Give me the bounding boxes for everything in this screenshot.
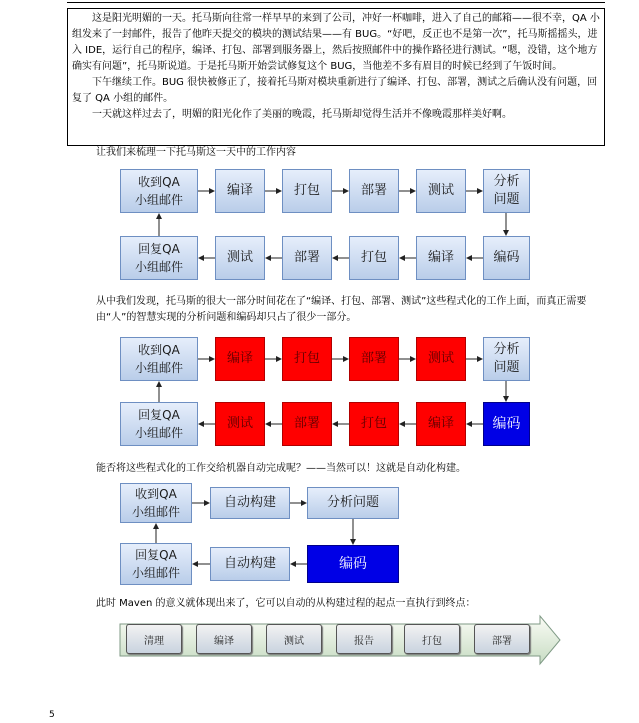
caption-automation: 能否将这些程式化的工作交给机器自动完成呢？——当然可以！这就是自动化构建。	[96, 463, 466, 474]
page-number: 5	[49, 710, 55, 720]
d3-autobuild2-box: 自动构建	[210, 547, 290, 581]
maven-step-test: 测试	[266, 624, 322, 654]
maven-step-clean: 清理	[126, 624, 182, 654]
caption-maven: 此时 Maven 的意义就体现出来了，它可以自动的从构建过程的起点一直执行到终点：	[96, 598, 476, 609]
d2-deploy2-box: 部署	[282, 402, 332, 446]
d3-code-box: 编码	[307, 545, 399, 583]
d1-package2-box: 打包	[349, 236, 399, 280]
d3-analyze-box: 分析问题	[307, 487, 399, 519]
d2-code-box: 编码	[483, 402, 530, 446]
d1-deploy2-box: 部署	[282, 236, 332, 280]
d3-reply-box: 回复QA 小组邮件	[120, 543, 192, 585]
story-paragraph-2: 下午继续工作。BUG 很快被修正了，接着托马斯对模块重新进行了编译、打包、部署，测试之后确认没有问题，回复了 QA 小组的邮件。	[72, 77, 598, 104]
d2-package-box: 打包	[282, 337, 332, 381]
story-paragraph-3: 一天就这样过去了，明媚的阳光化作了美丽的晚霞，托马斯却觉得生活并不像晚霞那样美好啊。	[92, 109, 512, 120]
maven-step-report: 报告	[336, 624, 392, 654]
d1-test2-box: 测试	[215, 236, 265, 280]
d1-compile2-box: 编译	[416, 236, 466, 280]
d1-package-box: 打包	[282, 169, 332, 213]
d1-code-box: 编码	[483, 236, 530, 280]
d3-receive-box: 收到QA 小组邮件	[120, 483, 192, 523]
d2-test2-box: 测试	[215, 402, 265, 446]
d1-test-box: 测试	[416, 169, 466, 213]
d1-deploy-box: 部署	[349, 169, 399, 213]
d2-analyze-box: 分析 问题	[483, 337, 530, 381]
d2-compile-box: 编译	[215, 337, 265, 381]
d2-reply-box: 回复QA 小组邮件	[120, 402, 198, 446]
d2-compile2-box: 编译	[416, 402, 466, 446]
caption-workflow: 让我们来梳理一下托马斯这一天中的工作内容	[96, 147, 296, 158]
maven-step-deploy: 部署	[474, 624, 530, 654]
d2-package2-box: 打包	[349, 402, 399, 446]
d2-receive-box: 收到QA 小组邮件	[120, 337, 198, 381]
story-paragraph-1: 这是阳光明媚的一天。托马斯向往常一样早早的来到了公司，冲好一杯咖啡，进入了自己的邮箱——很不幸，QA 小组发来了一封邮件，报告了他昨天提交的模块的测试结果——有 BUG。“好吧，反正也不是第一次”，托马斯摇摇头，进入 IDE，运行自己的程序，编译、打包、部署到服务器上，然后按照邮件中的操作路径进行测试。“嗯，没错，这个地方确实有问题”，托马斯说道。于是托马斯开始尝试修复这个 BUG，当他差不多有眉目的时候已经到了午饭时间。	[72, 13, 600, 72]
d1-receive-box: 收到QA 小组邮件	[120, 169, 198, 213]
d1-analyze-box: 分析 问题	[483, 169, 530, 213]
maven-step-package: 打包	[404, 624, 460, 654]
d2-test-box: 测试	[416, 337, 466, 381]
d3-autobuild-box: 自动构建	[210, 487, 290, 519]
d2-deploy-box: 部署	[349, 337, 399, 381]
caption-analysis: 从中我们发现，托马斯的很大一部分时间花在了“编译、打包、部署、测试”这些程式化的工作上面，而真正需要由“人”的智慧实现的分析问题和编码却只占了很少一部分。	[96, 296, 587, 323]
maven-step-compile: 编译	[196, 624, 252, 654]
d1-compile-box: 编译	[215, 169, 265, 213]
d1-reply-box: 回复QA 小组邮件	[120, 236, 198, 280]
